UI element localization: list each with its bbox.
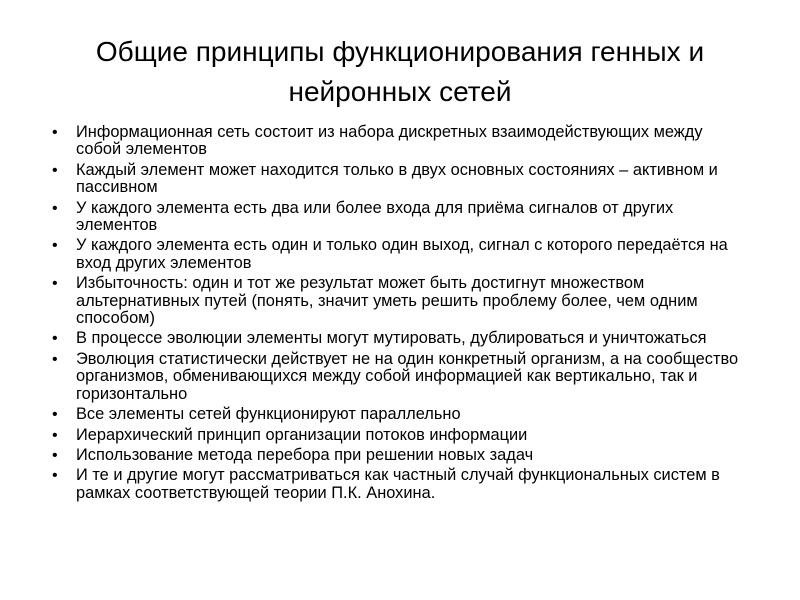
bullet-item: [52, 275, 752, 327]
bullet-text: Каждый элемент может находится только в двух основных состояниях – активном и пассивном: [76, 160, 718, 197]
bullet-dot-icon: •: [52, 161, 58, 179]
bullet-dot-icon: •: [52, 426, 58, 444]
bullet-text: Иерархический принцип организации потоков информации: [76, 425, 528, 444]
bullet-dot-icon: •: [52, 350, 58, 368]
bullet-item: [52, 447, 752, 464]
bullet-text: В процессе эволюции элементы могут мутировать, дублироваться и уничтожаться: [76, 329, 707, 348]
bullet-item: [52, 162, 752, 197]
bullet-dot-icon: •: [52, 446, 58, 464]
bullet-item: [52, 330, 752, 347]
bullet-text: И те и другие могут рассматриваться как частный случай функциональных систем в рамках соответствующей теории П.К. Анохина.: [76, 466, 720, 502]
bullet-item: [52, 351, 752, 403]
bullet-item: [52, 467, 752, 502]
bullet-text: Все элементы сетей функционируют параллельно: [76, 405, 461, 424]
bullet-item: [52, 406, 752, 423]
title-line-1: Общие принципы функционирования генных и: [95, 36, 705, 67]
bullet-dot-icon: •: [52, 467, 58, 485]
bullet-text: У каждого элемента есть один и только один выход, сигнал с которого передаётся на вход других элементов: [76, 236, 728, 272]
bullet-text: Эволюция статистически действует не на один конкретный организм, а на сообщество организмов, обменивающихся между собой информацией как вертикально, так и горизонтально: [76, 349, 739, 403]
bullet-list: [52, 124, 752, 505]
bullet-text: Использование метода перебора при решении новых задач: [76, 445, 534, 464]
bullet-dot-icon: •: [52, 275, 58, 293]
bullet-dot-icon: •: [52, 406, 58, 424]
bullet-item: [52, 200, 752, 235]
bullet-dot-icon: •: [52, 199, 58, 217]
bullet-item: [52, 124, 752, 159]
bullet-dot-icon: •: [52, 124, 58, 141]
bullet-text: Избыточность: один и тот же результат может быть достигнут множеством альтернативных путей (понять, значит уметь решить проблему более, чем одним способом): [76, 274, 698, 328]
bullet-text: Информационная сеть состоит из набора дискретных взаимодействующих между собой элементов: [76, 123, 703, 159]
title-line-2: нейронных сетей: [288, 76, 512, 107]
bullet-dot-icon: •: [52, 237, 58, 255]
bullet-item: [52, 427, 752, 444]
bullet-item: [52, 237, 752, 272]
bullet-dot-icon: •: [52, 330, 58, 348]
bullet-text: У каждого элемента есть два или более входа для приёма сигналов от других элементов: [76, 198, 674, 235]
slide-title: [40, 32, 760, 112]
